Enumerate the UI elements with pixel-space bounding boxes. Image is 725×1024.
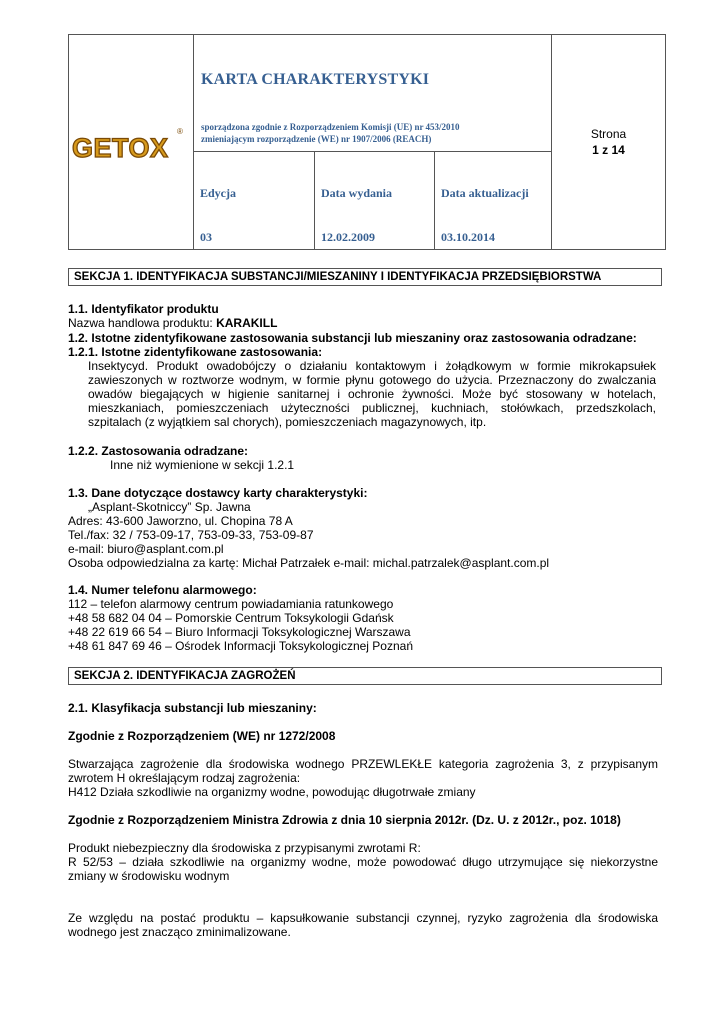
s1-3-title: 1.3. Dane dotyczące dostawcy karty charakterystyki: [68,486,368,500]
section-2-heading: SEKCJA 2. IDENTYFIKACJA ZAGROŻEŃ [68,667,662,685]
supplier-email: e-mail: biuro@asplant.com.pl [68,542,224,556]
issue-date-label: Data wydania [321,186,393,200]
page-number: 1 z 14 [592,143,625,157]
trade-name-value: KARAKILL [216,316,278,330]
s2-1-title: 2.1. Klasyfikacja substancji lub mieszaniny: [68,701,317,715]
getox-logo: GETOX [72,133,169,163]
emergency-line: +48 61 847 69 46 – Ośrodek Informacji Toksykologicznej Poznań [68,639,413,653]
update-date-label: Data aktualizacji [441,186,529,200]
edition-value: 03 [200,230,212,244]
s1-2-2-text: Inne niż wymienione w sekcji 1.2.1 [110,458,295,472]
edition-row [194,151,551,249]
trade-name-label: Nazwa handlowa produktu: [68,316,217,330]
logo-cell [69,35,194,249]
s1-4-title: 1.4. Numer telefonu alarmowego: [68,583,257,597]
issue-date-value: 12.02.2009 [321,230,375,244]
regulation-2-line: Produkt niebezpieczny dla środowiska z przypisanymi zwrotami R: [68,841,421,855]
page-label: Strona [590,127,627,141]
emergency-line: +48 22 619 66 54 – Biuro Informacji Toksykologicznej Warszawa [68,625,411,639]
page-number-cell [551,35,665,249]
header-middle [194,35,551,249]
supplier-address: Adres: 43-600 Jaworzno, ul. Chopina 78 A [68,514,293,528]
regulation-2-title: Zgodnie z Rozporządzeniem Ministra Zdrowia z dnia 10 sierpnia 2012r. (Dz. U. z 2012r., poz. 1018) [68,813,621,827]
environment-note: Ze względu na postać produktu – kapsułkowanie substancji czynnej, ryzyko zagrożenia dla środowiska wodnego jest znacząco zminimalizowane. [68,911,658,939]
regulation-1-title: Zgodnie z Rozporządzeniem (WE) nr 1272/2008 [68,729,336,743]
responsible-person: Osoba odpowiedzialna za kartę: Michał Patrzałek e-mail: michal.patrzalek@asplant.com.pl [68,556,550,570]
registered-mark: ® [177,127,183,136]
issue-date-cell [314,151,434,249]
document-title: KARTA CHARAKTERYSTYKI [201,71,430,88]
title-area [194,35,551,152]
s1-2-1-text: Insektycyd. Produkt owadobójczy o działaniu kontaktowym i żołądkowym w formie mikrokapsułek zawieszonych w roztworze wodnym, w formie płynu gotowego do użycia. Przeznaczony do zwalczania owadów biegających w higienie sanitarnej i ochronie żywności. Może być stosowany w hotelach, mieszkaniach, pomieszczeniach użyteczności publicznej, kuchniach, stołówkach, przedszkolach, szpitalach (z wyjątkiem sal chorych), pomieszczeniach magazynowych, itp. [88,359,656,429]
edition-cell [194,151,314,249]
section-1-heading: SEKCJA 1. IDENTYFIKACJA SUBSTANCJI/MIESZANINY I IDENTYFIKACJA PRZEDSIĘBIORSTWA [68,268,662,286]
emergency-line: 112 – telefon alarmowy centrum powiadamiania ratunkowego [68,597,394,611]
s1-2-1-title: 1.2.1. Istotne zidentyfikowane zastosowania: [68,345,323,359]
s1-2-title: 1.2. Istotne zidentyfikowane zastosowania substancji lub mieszaniny oraz zastosowania odradzane: [68,331,637,345]
supplier-phone: Tel./fax: 32 / 753-09-17, 753-09-33, 753-09-87 [68,528,314,542]
s1-2-2-title: 1.2.2. Zastosowania odradzane: [68,444,249,458]
regulation-1-text: Stwarzająca zagrożenie dla środowiska wodnego PRZEWLEKŁE kategoria zagrożenia 3, z przypisanym zwrotem H określającym rodzaj zagrożenia: [68,757,658,785]
trade-name-line [68,316,277,330]
document-header [68,34,666,250]
update-date-cell [434,151,551,249]
update-date-value: 03.10.2014 [441,230,495,244]
risk-phrase: R 52/53 – działa szkodliwie na organizmy wodne, może powodować długo utrzymujące się niekorzystne zmiany w środowisku wodnym [68,855,658,883]
supplier-company: „Asplant-Skotniccy” Sp. Jawna [88,500,251,514]
subtitle-line-2: zmieniającym rozporządzenie (WE) nr 1907/2006 (REACH) [201,134,432,144]
hazard-statement: H412 Działa szkodliwie na organizmy wodne, powodując długotrwałe zmiany [68,785,476,799]
subtitle-line-1: sporządzona zgodnie z Rozporządzeniem Komisji (UE) nr 453/2010 [201,122,460,132]
edition-label: Edycja [200,186,236,200]
s1-1-title: 1.1. Identyfikator produktu [68,302,219,316]
document-subtitle [201,121,460,145]
emergency-line: +48 58 682 04 04 – Pomorskie Centrum Toksykologii Gdańsk [68,611,394,625]
